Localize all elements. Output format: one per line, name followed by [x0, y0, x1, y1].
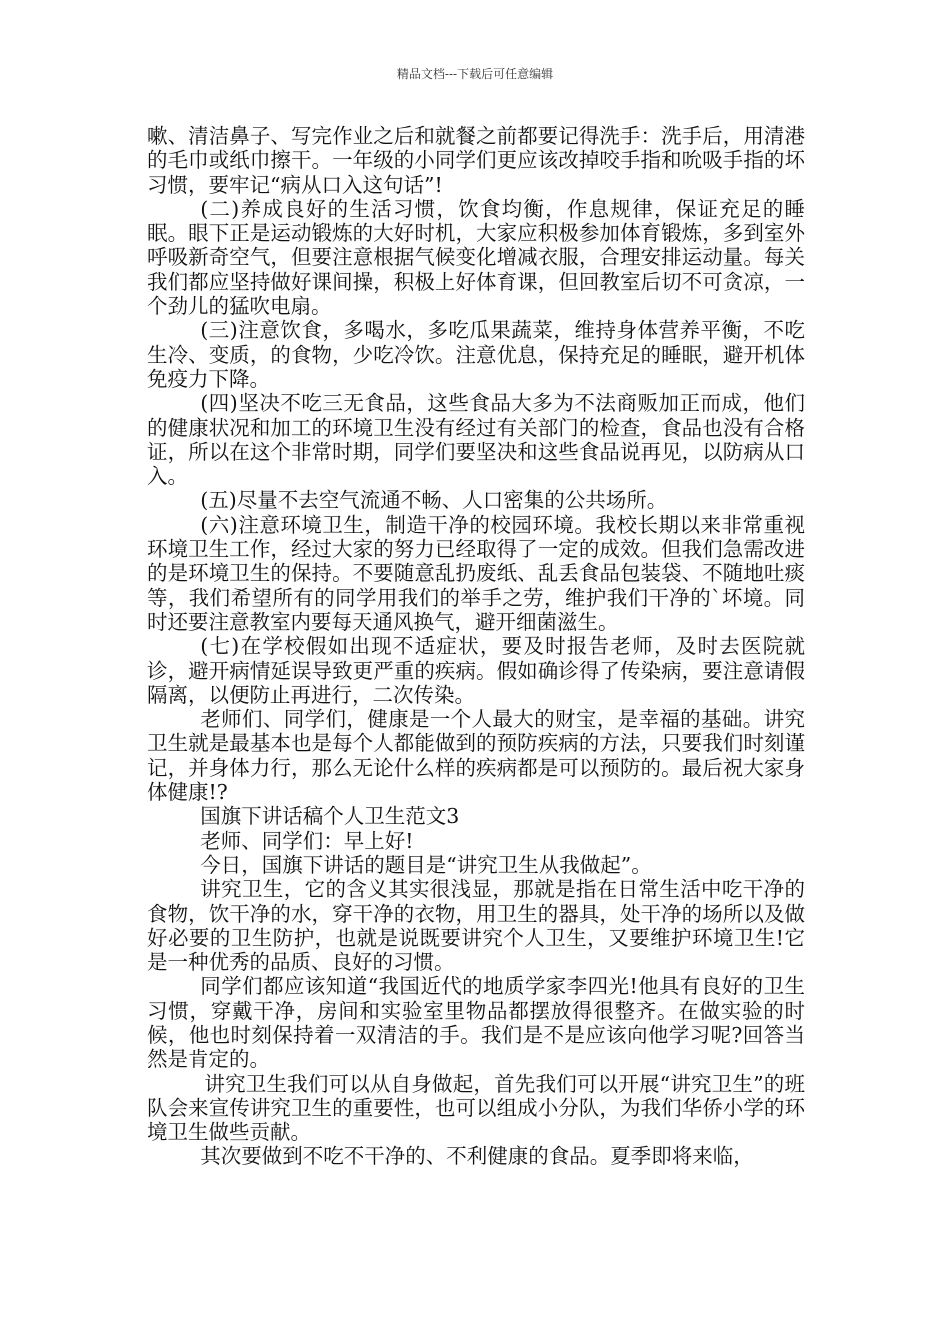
page-header: 精品文档---下载后可任意编辑 — [396, 67, 554, 81]
paragraph-1: 嗽、清洁鼻子、写完作业之后和就餐之前都要记得洗手：洗手后，用清港的毛巾或纸巾擦干。一年级的小同学们更应该改掉咬手指和吮吸手指的坏习惯，要牢记“病从口入这句话”! — [147, 124, 805, 197]
paragraph-2: (二)养成良好的生活习惯，饮食均衡，作息规律，保证充足的睡眠。眼下正是运动锻炼的大好时机，大家应积极参加体育锻炼，多到室外呼吸新奇空气，但要注意根据气候变化增减衣服，合理安排运动量。每关我们都应坚持做好课间操，积极上好体育课，但回教室后切不可贪凉，一个劲儿的猛吹电扇。 — [147, 196, 805, 319]
paragraph-11: 今日，国旗下讲话的题目是“讲究卫生从我做起”。 — [200, 852, 652, 877]
document-body — [147, 124, 805, 1169]
paragraph-12: 讲究卫生，它的含义其实很浅显，那就是指在日常生活中吃干净的食物，饮干净的水，穿干净的衣物，用卫生的器具，处干净的场所以及做好必要的卫生防护，也就是说既要讲究个人卫生，又要维护环境卫生!它是一种优秀的品质、良好的习惯。 — [147, 877, 805, 975]
paragraph-15: 其次要做到不吃不干净的、不利健康的食品。夏季即将来临， — [200, 1144, 754, 1169]
paragraph-3: (三)注意饮食，多喝水，多吃瓜果蔬菜，维持身体营养平衡，不吃生冷、变质，的食物，少吃冷饮。注意优息，保持充足的睡眠，避开机体免疫力下降。 — [147, 318, 805, 391]
greeting: 老师、同学们：早上好! — [200, 828, 414, 853]
paragraph-14: 讲究卫生我们可以从自身做起，首先我们可以开展“讲究卫生”的班队会来宣传讲究卫生的重要性，也可以组成小分队，为我们华侨小学的环境卫生做些贡献。 — [147, 1071, 805, 1145]
paragraph-7: (七)在学校假如出现不适症状，要及时报告老师，及时去医院就诊，避开病情延误导致更严重的疾病。假如确诊得了传染病，要注意请假隔离，以便防止再进行，二次传染。 — [147, 634, 805, 707]
paragraph-6: (六)注意环境卫生，制造干净的校园环境。我校长期以来非常重视环境卫生工作，经过大家的努力已经取得了一定的成效。但我们急需改进的是环境卫生的保持。不要随意乱扔废纸、乱丢食品包装袋、不随地吐痰等，我们希望所有的同学用我们的举手之劳，维护我们干净的`坏境。同时还要注意教室内要每天通风换气，避开细菌滋生。 — [147, 512, 805, 634]
paragraph-13: 同学们都应该知道“我国近代的地质学家李四光!他具有良好的卫生习惯，穿戴干净，房间和实验室里物品都摆放得很整齐。在做实验的时候，他也时刻保持着一双清洁的手。我们是不是应该向他学习呢?回答当然是肯定的。 — [147, 974, 805, 1072]
section-title: 国旗下讲话稿个人卫生范文3 — [200, 804, 460, 829]
paragraph-4: (四)坚决不吃三无食品，这些食品大多为不法商贩加正而成，他们的健康状况和加工的环境卫生没有经过有关部门的检查，食品也没有合格证，所以在这个非常时期，同学们要坚决和这些食品说再见，以防病从口入。 — [147, 391, 805, 489]
paragraph-8: 老师们、同学们，健康是一个人最大的财宝，是幸福的基础。讲究卫生就是最基本也是每个人都能做到的预防疾病的方法，只要我们时刻谨记，并身体力行，那么无论什么样的疾病都是可以预防的。最后祝大家身体健康!? — [147, 707, 805, 805]
paragraph-5: (五)尽量不去空气流通不畅、人口密集的公共场所。 — [200, 488, 668, 513]
